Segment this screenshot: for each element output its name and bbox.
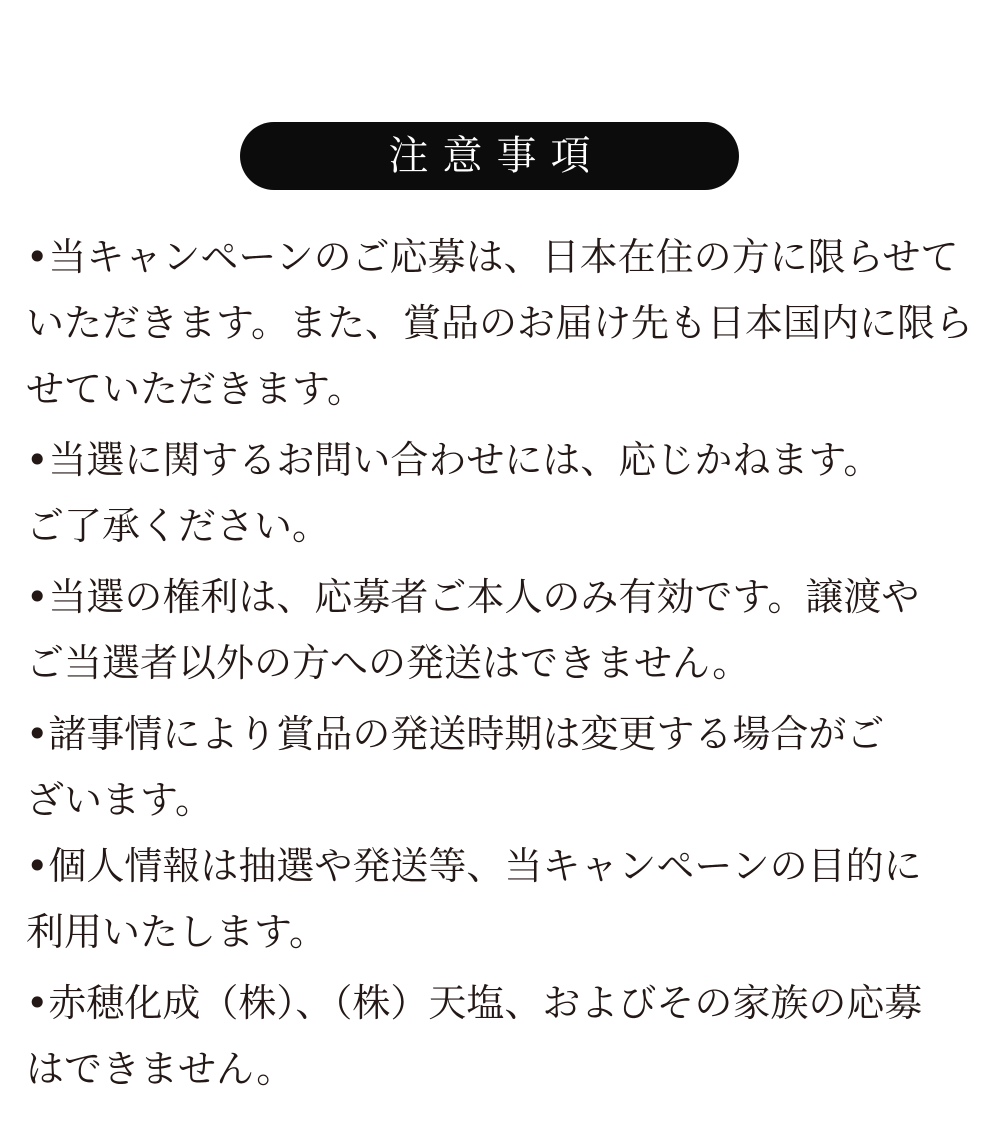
- note-item-shipping-schedule: [26, 701, 976, 833]
- note-item-inquiries: [26, 427, 976, 559]
- section-title-banner: [240, 122, 739, 190]
- note-line: •当キャンペーンのご応募は、日本在住の方に限らせて: [26, 235, 959, 279]
- note-line: ご当選者以外の方への発送はできません。: [26, 641, 751, 685]
- note-line: •個人情報は抽選や発送等、当キャンペーンの目的に: [26, 844, 922, 888]
- notes-list: [26, 224, 976, 1102]
- section-title: 注意事項: [388, 133, 605, 179]
- note-line: 利用いたします。: [26, 910, 327, 954]
- note-item-residency: [26, 224, 976, 422]
- note-line: いただきます。また、賞品のお届け先も日本国内に限ら: [26, 301, 973, 345]
- note-line: •諸事情により賞品の発送時期は変更する場合がご: [26, 712, 885, 756]
- note-line: ざいます。: [26, 778, 213, 822]
- note-line: ご了承ください。: [26, 504, 331, 548]
- note-line: •当選に関するお問い合わせには、応じかねます。: [26, 438, 882, 482]
- note-line: •赤穂化成（株）、（株）天塩、およびその家族の応募: [26, 981, 923, 1025]
- note-line: せていただきます。: [26, 367, 365, 411]
- note-item-transfer: [26, 564, 976, 696]
- note-item-eligibility: [26, 970, 976, 1102]
- note-item-privacy: [26, 833, 976, 965]
- note-line: はできません。: [26, 1047, 295, 1091]
- note-line: •当選の権利は、応募者ご本人のみ有効です。譲渡や: [26, 575, 920, 619]
